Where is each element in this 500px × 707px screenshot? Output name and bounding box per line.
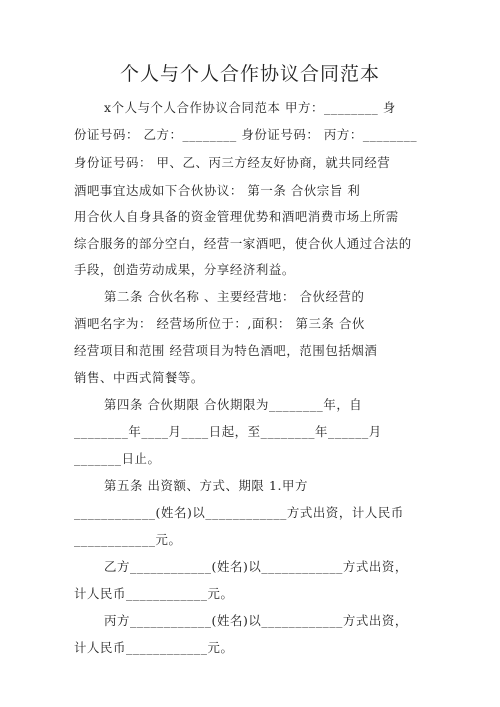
document-title: 个人与个人合作协议合同范本: [119, 63, 380, 85]
text-line-20: 丙方____________(姓名)以____________方式出资，: [104, 613, 408, 628]
text-line-5: 用合伙人自身具备的资金管理优势和酒吧消费市场上所需: [74, 209, 399, 224]
text-line-15: 第五条 出资额、方式、期限 1.甲方: [104, 478, 308, 493]
text-line-18: 乙方____________(姓名)以____________方式出资，: [104, 559, 408, 574]
text-line-17: ____________元。: [74, 532, 182, 547]
text-line-10: 经营项目和范围 经营项目为特色酒吧，范围包括烟酒: [74, 343, 378, 358]
text-line-6: 综合服务的部分空白，经营一家酒吧，使合伙人通过合法的: [74, 236, 412, 251]
text-line-11: 销售、中西式简餐等。: [74, 370, 204, 385]
text-line-3: 身份证号码： 甲、乙、丙三方经友好协商，就共同经营: [74, 155, 391, 170]
text-line-7: 手段，创造劳动成果，分享经济利益。: [74, 262, 295, 277]
text-line-4: 酒吧事宜达成如下合伙协议： 第一条 合伙宗旨 利: [74, 183, 361, 198]
text-line-13: ________年____月____日起，至________年______月: [74, 424, 382, 439]
text-line-2: 份证号码： 乙方：________ 身份证号码： 丙方：________: [74, 127, 418, 142]
text-line-8: 第二条 合伙名称 、主要经营地： 合伙经营的: [104, 289, 365, 304]
text-line-12: 第四条 合伙期限 合伙期限为________年，自: [104, 397, 363, 412]
text-line-21: 计人民币____________元。: [74, 640, 234, 655]
text-line-16: ____________(姓名)以____________方式出资，计人民币: [74, 505, 404, 520]
text-line-9: 酒吧名字为： 经营场所位于：,面积： 第三条 合伙: [74, 316, 365, 331]
text-line-14: _______日止。: [74, 451, 161, 466]
text-line-19: 计人民币____________元。: [74, 586, 234, 601]
text-line-1: x个人与个人合作协议合同范本 甲方：________ 身: [104, 100, 396, 115]
